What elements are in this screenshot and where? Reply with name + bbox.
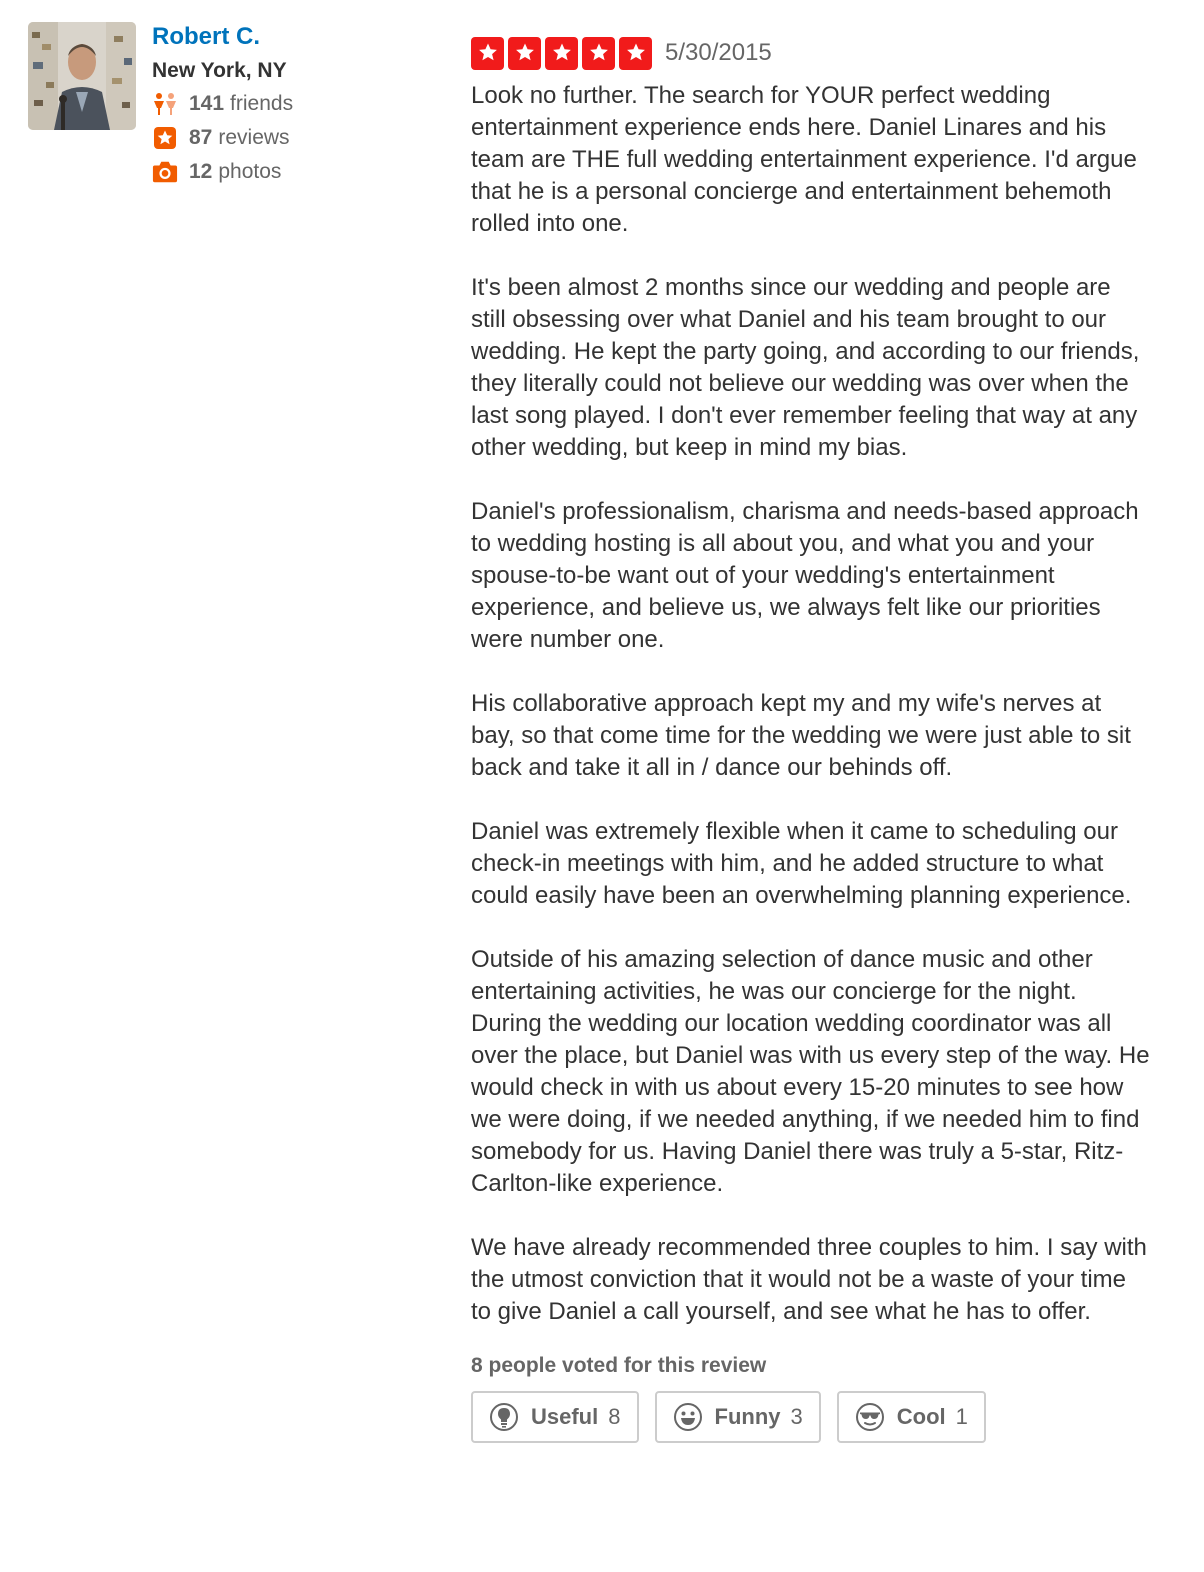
cool-label: Cool [896,1404,946,1429]
review-paragraph: Daniel's professionalism, charisma and needs-based approach to wedding hosting is all about you, and what you and your spouse-to-be want out of your wedding's entertainment experience, and believe us, we always felt like our priorities were number one. [471,498,1139,653]
user-passport [28,22,428,202]
funny-count: 3 [790,1404,803,1429]
photos-count: 12 [189,160,213,183]
votes-title: 8 people voted for this review [471,1354,767,1377]
review-text [471,80,1151,1328]
friends-icon [152,91,178,117]
rating-star-icon [545,37,578,70]
reviews-stat [152,121,432,155]
funny-label: Funny [714,1404,781,1429]
user-name-link[interactable]: Robert C. [152,23,260,50]
rating-row [471,34,1151,72]
review-date: 5/30/2015 [665,39,772,66]
useful-button[interactable] [471,1391,639,1443]
avatar[interactable] [28,22,136,130]
rating-star-icon [508,37,541,70]
review-paragraph: Look no further. The search for YOUR perfect wedding entertainment experience ends here. Daniel Linares and his team are THE full wedding entertainment experience. I'd argue that he is a personal concierge and entertainment behemoth rolled into one. [471,82,1137,237]
cool-count: 1 [955,1404,968,1429]
useful-label: Useful [531,1404,599,1429]
sunglasses-icon [855,1402,885,1432]
photos-stat [152,155,432,189]
user-location: New York, NY [152,59,287,82]
camera-icon [152,159,178,185]
star-rating [471,37,652,70]
rating-star-icon [619,37,652,70]
review-paragraph: Outside of his amazing selection of dance music and other entertaining activities, he was our concierge for the night. During the wedding our location wedding coordinator was all over the place, but Daniel was with us every step of the way. He would check in with us about every 15-20 minutes to see how we were doing, if we needed anything, if we needed him to find somebody for us. Having Daniel there was truly a 5-star, Ritz-Carlton-like experience. [471,946,1150,1197]
friends-label: friends [230,92,294,115]
lightbulb-icon [489,1402,519,1432]
review-content [471,34,1151,1443]
review-paragraph: It's been almost 2 months since our wedding and people are still obsessing over what Daniel and his team brought to our wedding. He kept the party going, and according to our friends, they literally could not believe our wedding was over when the last song played. I don't ever remember feeling that way at any other wedding, but keep in mind my bias. [471,274,1140,461]
useful-count: 8 [608,1404,621,1429]
review-paragraph: We have already recommended three couples to him. I say with the utmost conviction that it would not be a waste of your time to give Daniel a call yourself, and see what he has to offer. [471,1234,1147,1325]
friends-count: 141 [189,92,225,115]
avatar-image [28,22,136,130]
review-paragraph: Daniel was extremely flexible when it came to scheduling our check-in meetings with him, and he added structure to what could easily have been an overwhelming planning experience. [471,818,1132,909]
cool-button[interactable] [837,1391,986,1443]
reviews-label: reviews [218,126,290,149]
rating-star-icon [471,37,504,70]
funny-button[interactable] [655,1391,821,1443]
friends-stat [152,87,432,121]
photos-label: photos [218,160,282,183]
review-paragraph: His collaborative approach kept my and my wife's nerves at bay, so that come time for the wedding we were just able to sit back and take it all in / dance our behinds off. [471,690,1131,781]
reviews-count: 87 [189,126,213,149]
user-info [152,22,432,189]
smiley-icon [673,1402,703,1432]
rating-star-icon [582,37,615,70]
vote-buttons [471,1391,1151,1443]
star-icon [152,125,178,151]
